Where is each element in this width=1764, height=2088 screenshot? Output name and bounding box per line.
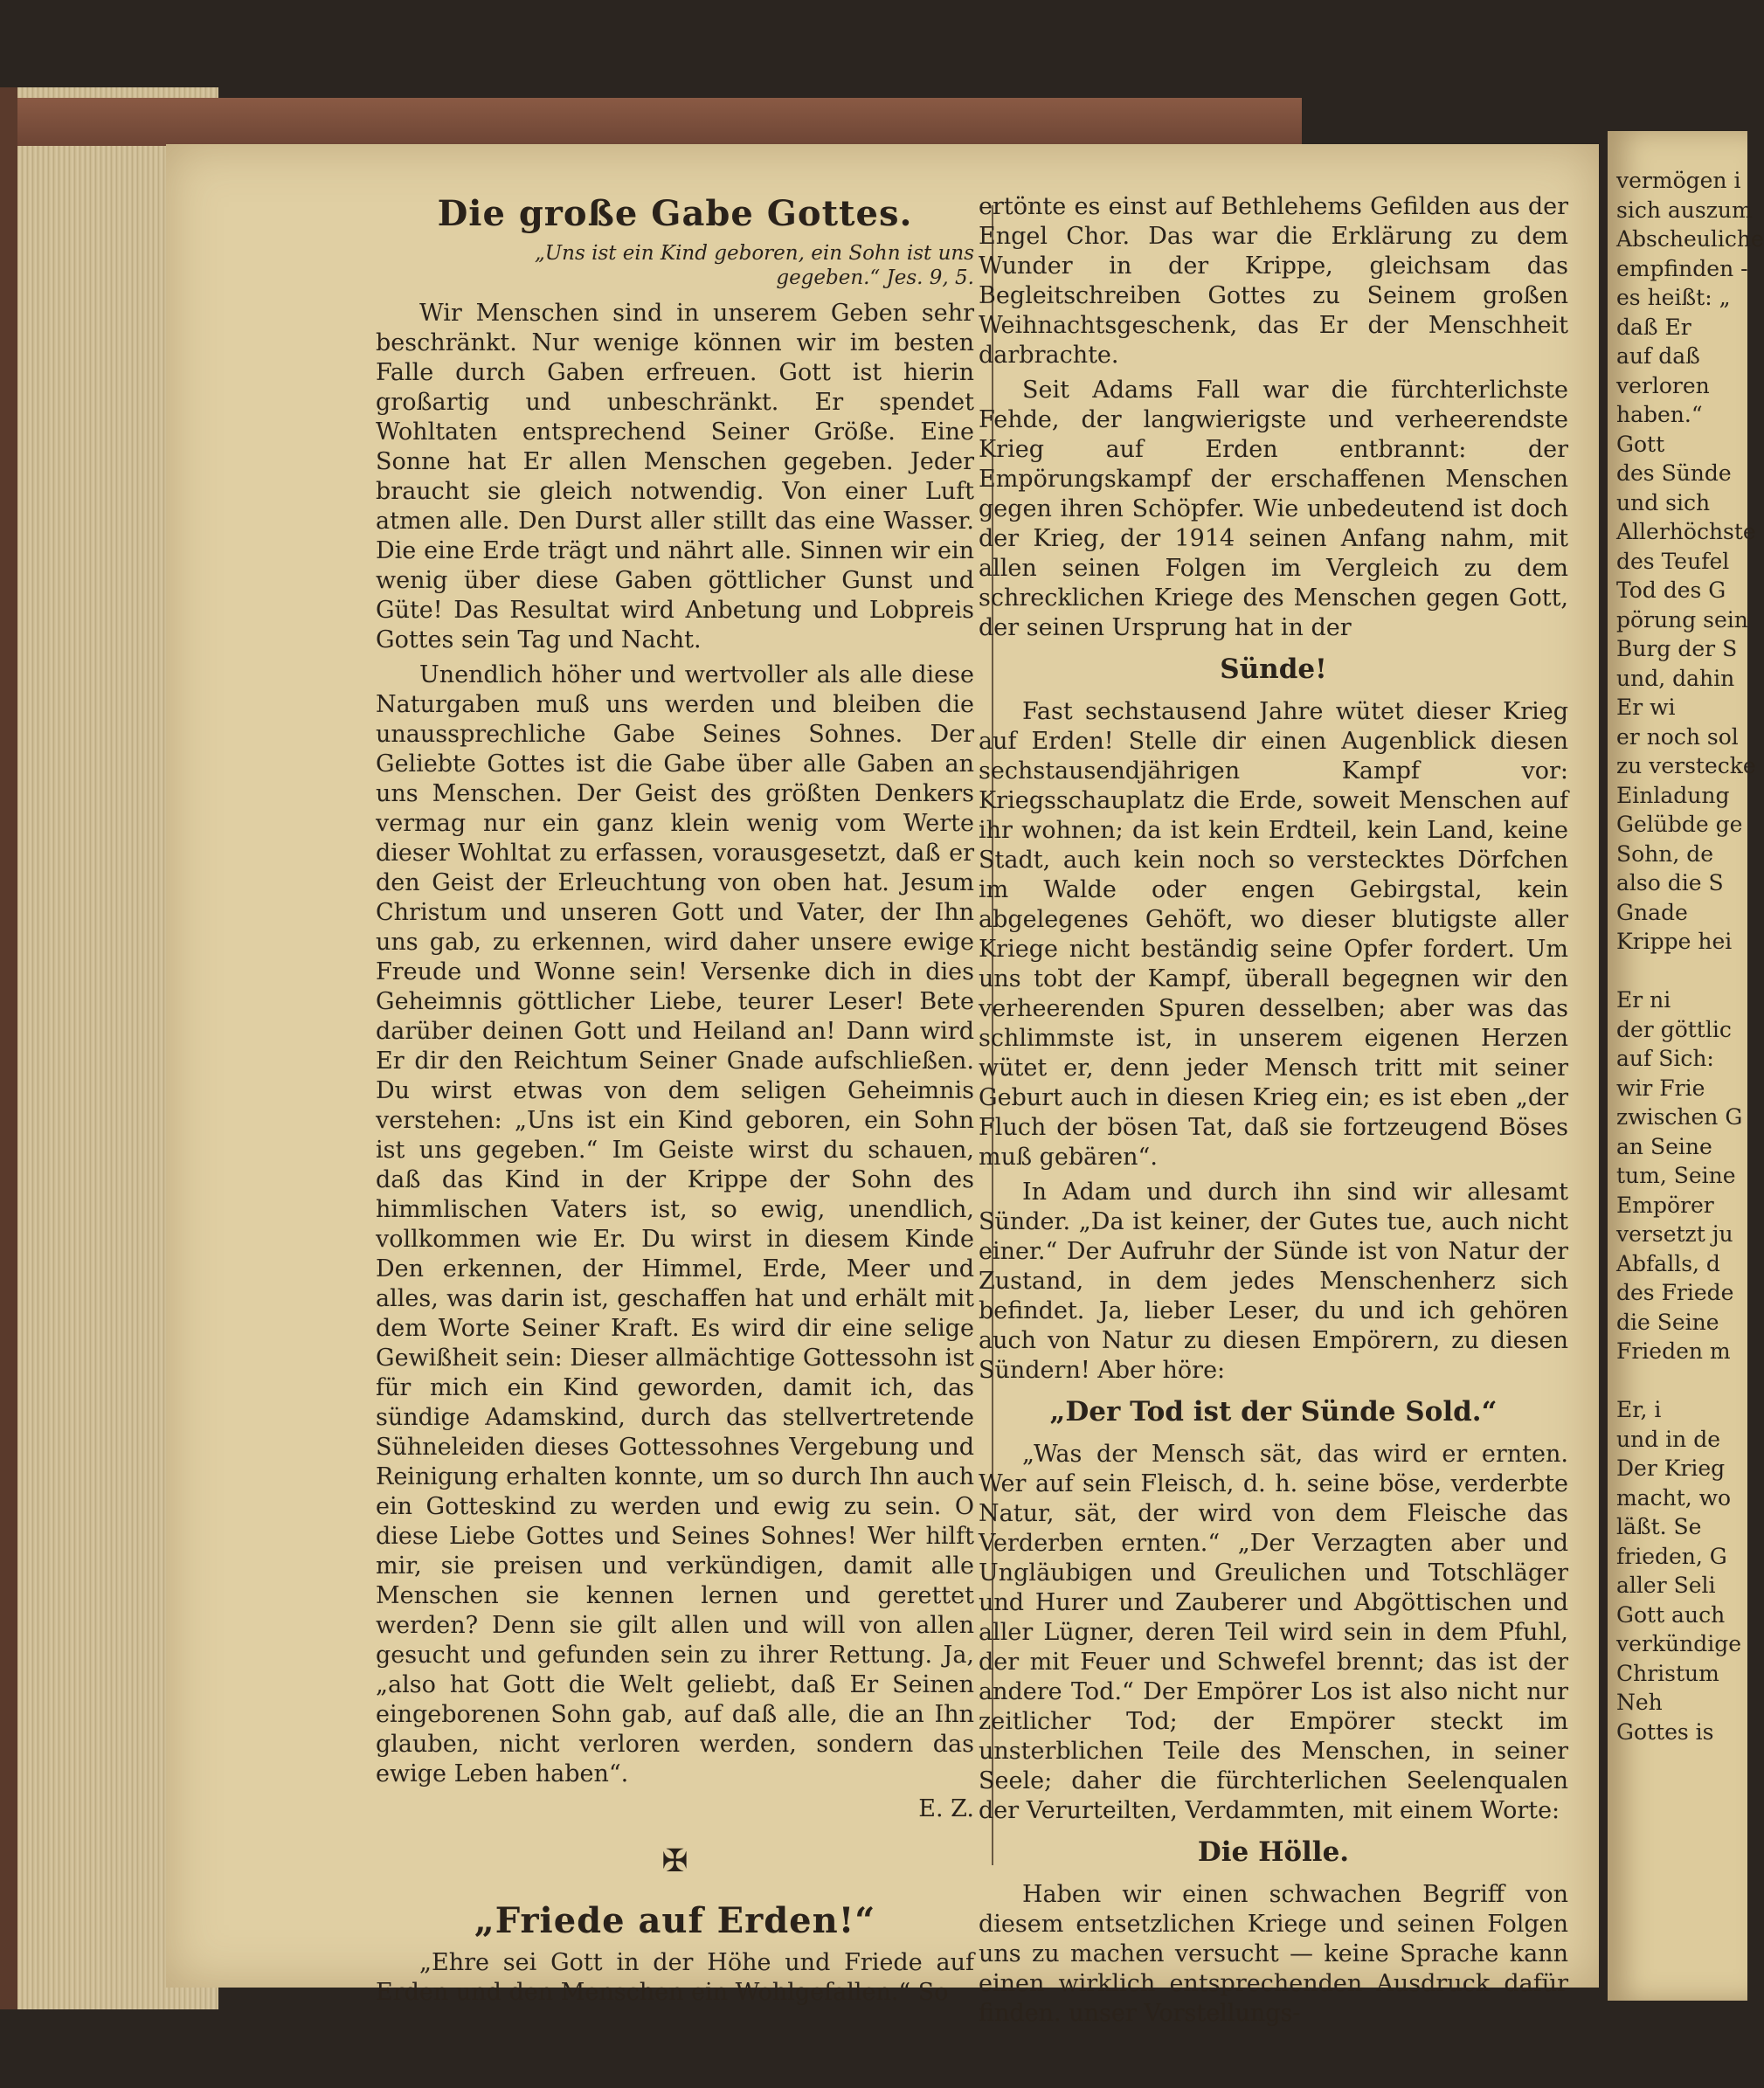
book-cover-strip	[17, 98, 1302, 146]
paragraph: Unendlich höher und wertvoller als alle diese Naturgaben muß uns werden und bleiben die unaussprechliche Gabe Seines Sohnes. Der Geliebte Gottes ist die Gabe über alle Gaben an uns Menschen. Der Geist des größten Denkers vermag nur ein ganz klein wenig vom Werte dieser Wohltat zu erfassen, vorausgesetzt, daß er den Geist der Erleuchtung von oben hat. Jesum Christum und unseren Gott und Vater, der Ihn uns gab, zu erkennen, wird daher unsere ewige Freude und Wonne sein! Versenke dich in dies Geheimnis göttlicher Liebe, teurer Leser! Bete darüber deinen Gott und Heiland an! Dann wird Er dir den Reichtum Seiner Gnade aufschließen. Du wirst etwas von dem seligen Geheimnis verstehen: „Uns ist ein Kind geboren, ein Sohn ist uns gegeben.“ Im Geiste wirst du schauen, daß das Kind in der Krippe der Sohn des himmlischen Vaters ist, so ewig, unendlich, vollkommen wie Er. Du wirst in diesem Kinde Den erkennen, der Himmel, Erde, Meer und alles, was darin ist, geschaffen hat und erhält mit dem Worte Seiner Kraft. Es wird dir eine selige Gewißheit sein: Dieser allmächtige Gottessohn ist für mich ein Kind geworden, damit ich, das sündige Adamskind, durch das stellvertretende Sühneleiden dieses Gottessohnes Vergebung und Reinigung erhalten konnte, um so durch Ihn auch ein Gotteskind zu werden und ewig zu sein. O diese Liebe Gottes und Seines Sohnes! Wer hilft mir, sie preisen und verkündigen, damit alle Menschen sie kennen lernen und gerettet werden? Denn sie gilt allen und will von allen gesucht und gefunden sein zu ihrer Rettung. Ja, „also hat Gott die Welt geliebt, daß Er Seinen eingeborenen Sohn gab, auf daß alle, die an Ihn glauben, nicht verloren werden, sondern das ewige Leben haben“.	[376, 661, 974, 1787]
section-heading: Sünde!	[1220, 653, 1327, 685]
paragraph: „Was der Mensch sät, das wird er ernten. Wer auf sein Fleisch, d. h. seine böse, verderbte Natur, sät, der wird von dem Fleische das Verderben ernten.“ „Der Verzagten aber und Ungläubigen und Greulichen und Totschläger und Hurer und Zauberer und Abgöttischen und aller Lügner, deren Teil wird sein in dem Pfuhl, der mit Feuer und Schwefel brennt; das ist der andere Tod.“ Der Empörer Los ist also nicht nur zeitlicher Tod; der Empörer steckt im unsterblichen Teile des Menschen, in seiner Seele; daher die fürchterlichen Seelenqualen der Verurteilten, Verdammten, mit einem Worte:	[979, 1441, 1568, 1824]
article-title: Die große Gabe Gottes.	[437, 193, 913, 234]
right-page-line: Gelübde ge	[1616, 812, 1743, 837]
right-page-line: daß Er	[1616, 314, 1691, 340]
right-page-line: Frieden m	[1616, 1338, 1731, 1364]
right-page-line: sich auszum	[1616, 197, 1753, 223]
right-page-line: Der Krieg	[1616, 1455, 1726, 1481]
paragraph: Seit Adams Fall war die fürchterlichste Fehde, der langwierigste und verheerendste Krieg auf Erden entbrannt: der Empörungskampf der erschaffenen Menschen gegen ihren Schöpfer. Wie unbedeutend ist doch der Krieg, der 1914 seinen Anfang nahm, mit allen seinen Folgen im Vergleich zu dem schrecklichen Kriege des Menschen gegen Gott, der seinen Ursprung hat in der	[979, 377, 1568, 641]
right-page-line: Gnade	[1616, 899, 1688, 925]
right-page-line: auf daß	[1616, 343, 1700, 369]
right-page-line: empfinden -	[1616, 255, 1748, 281]
right-page-line: Christum	[1616, 1660, 1719, 1686]
right-page-line: Gott	[1616, 431, 1665, 457]
right-page-line: Abfalls, d	[1616, 1250, 1720, 1276]
paragraph: ertönte es einst auf Bethlehems Gefilden aus der Engel Chor. Das war die Erklärung zu dem Wunder in der Krippe, gleichsam das Begleitschreiben Gottes zu Seinem großen Weihnachtsgeschenk, das Er der Menschheit darbrachte.	[979, 193, 1568, 369]
right-page-line: Er wi	[1616, 695, 1676, 720]
right-page-line	[1616, 957, 1764, 986]
paragraph: „Ehre sei Gott in der Höhe und Friede auf Erden und den Menschen ein Wohlgefallen.“ So	[376, 1949, 974, 2006]
right-page-line: verloren	[1616, 372, 1710, 398]
paragraph: In Adam und durch ihn sind wir allesamt Sünder. „Da ist keiner, der Gutes tue, auch nicht einer.“ Der Aufruhr der Sünde ist von Natur der Zustand, in dem jedes Menschenherz sich befindet. Ja, lieber Leser, du und ich gehören auch von Natur zu diesen Empörern, zu diesen Sündern! Aber höre:	[979, 1179, 1568, 1384]
right-page-line: macht, wo	[1616, 1484, 1732, 1511]
right-page-line: tum, Seine	[1616, 1163, 1736, 1188]
right-page-line: Abscheuliche	[1616, 226, 1764, 252]
right-page-line: und in de	[1616, 1426, 1720, 1452]
right-page-line: Sohn, de	[1616, 840, 1714, 867]
right-page-line: des Sünde	[1616, 460, 1732, 486]
right-page-line: Allerhöchste	[1616, 519, 1756, 544]
right-page-line: zwischen G	[1616, 1104, 1743, 1130]
paragraph: Haben wir einen schwachen Begriff von diesem entsetzlichen Kriege und seinen Folgen uns zu machen versucht — keine Sprache kann einen wirklich entsprechenden Ausdruck dafür finden. unser Vorstellungs-	[979, 1881, 1568, 2027]
right-page-lines	[1616, 166, 1764, 1746]
right-page-fragment	[1608, 131, 1764, 2001]
right-page-line: und sich	[1616, 489, 1711, 515]
right-page-line: Gottes is	[1616, 1718, 1714, 1745]
ornament: ✠	[661, 1843, 688, 1879]
middle-column	[979, 192, 1568, 2034]
right-page-line: Er ni	[1616, 987, 1671, 1013]
right-page-line: und, dahin	[1616, 665, 1735, 691]
right-page-line: des Teufel	[1616, 548, 1730, 574]
signature: E. Z.	[918, 1795, 974, 1822]
right-page-line: der göttlic	[1616, 1016, 1732, 1042]
right-page-line: es heißt: „	[1616, 285, 1731, 310]
section-heading: Die Hölle.	[1197, 1836, 1350, 1868]
right-page-line: Gott auch	[1616, 1601, 1726, 1628]
right-page-line: verkündige	[1616, 1631, 1742, 1656]
paragraph: Fast sechstausend Jahre wütet dieser Krieg auf Erden! Stelle dir einen Augenblick diesen sechstausendjährigen Kampf vor: Kriegsschauplatz die Erde, soweit Menschen auf ihr wohnen; da ist kein Erdteil, kein Land, keine Stadt, auch kein noch so verstecktes Dörfchen im Walde oder engen Gebirgstal, kein abgelegenes Gehöft, wo dieser blutigste aller Kriege nicht beständig seine Opfer fordert. Um uns tobt der Kampf, überall begegnen wir den verheerenden Spuren desselben; aber was das schlimmste ist, in unserem eigenen Herzen wütet er, denn jeder Mensch tritt mit seiner Geburt auch in diesen Krieg ein; es ist eben „der Fluch der bösen Tat, daß sie fortzeugend Böses muß gebären“.	[979, 698, 1568, 1171]
right-page-line: wir Frie	[1616, 1075, 1705, 1101]
right-page-line	[1616, 1366, 1764, 1396]
left-column	[376, 192, 974, 2013]
paragraph: Wir Menschen sind in unserem Geben sehr beschränkt. Nur wenige können wir im besten Falle durch Gaben erfreuen. Gott ist hierin großartig und unbeschränkt. Er spendet Wohltaten entsprechend Seiner Größe. Eine Sonne hat Er allen Menschen gegeben. Jeder braucht sie gleich notwendig. Von einer Luft atmen alle. Den Durst aller stillt das eine Wasser. Die eine Erde trägt und nährt alle. Sinnen wir ein wenig über diese Gaben göttlicher Gunst und Güte! Das Resultat wird Anbetung und Lobpreis Gottes sein Tag und Nacht.	[376, 300, 974, 653]
right-page-line: Einladung	[1616, 782, 1730, 808]
right-page-line: Er, i	[1616, 1397, 1662, 1422]
right-page-line: Tod des G	[1616, 577, 1726, 603]
right-page-line: des Friede	[1616, 1280, 1734, 1305]
right-page-line: pörung sein	[1616, 606, 1748, 633]
right-page-line: die Seine	[1616, 1309, 1719, 1335]
right-page-line: Empörer	[1616, 1192, 1714, 1218]
section-heading: „Der Tod ist der Sünde Sold.“	[1049, 1396, 1498, 1428]
article-motto: „Uns ist ein Kind geboren, ein Sohn ist uns gegeben.“ Jes. 9, 5.	[534, 242, 974, 289]
right-page-line: an Seine	[1616, 1133, 1712, 1159]
right-page-line: Krippe hei	[1616, 929, 1733, 954]
right-page-line: er noch sol	[1616, 723, 1739, 750]
right-page-line: frieden, G	[1616, 1543, 1727, 1569]
right-page-line: vermögen i	[1616, 168, 1741, 193]
article-title-2: „Friede auf Erden!“	[474, 1900, 876, 1941]
right-page-line: läßt. Se	[1616, 1514, 1702, 1539]
right-page-line: versetzt ju	[1616, 1221, 1733, 1247]
right-page-line: auf Sich:	[1616, 1046, 1714, 1071]
right-page-line: Burg der S	[1616, 636, 1738, 661]
right-page-line: haben.“	[1616, 402, 1703, 427]
right-page-line: aller Seli	[1616, 1573, 1716, 1598]
right-page-line: also die S	[1616, 870, 1724, 895]
right-page-line: zu verstecke	[1616, 753, 1756, 778]
right-page-line: Neh	[1616, 1690, 1663, 1715]
